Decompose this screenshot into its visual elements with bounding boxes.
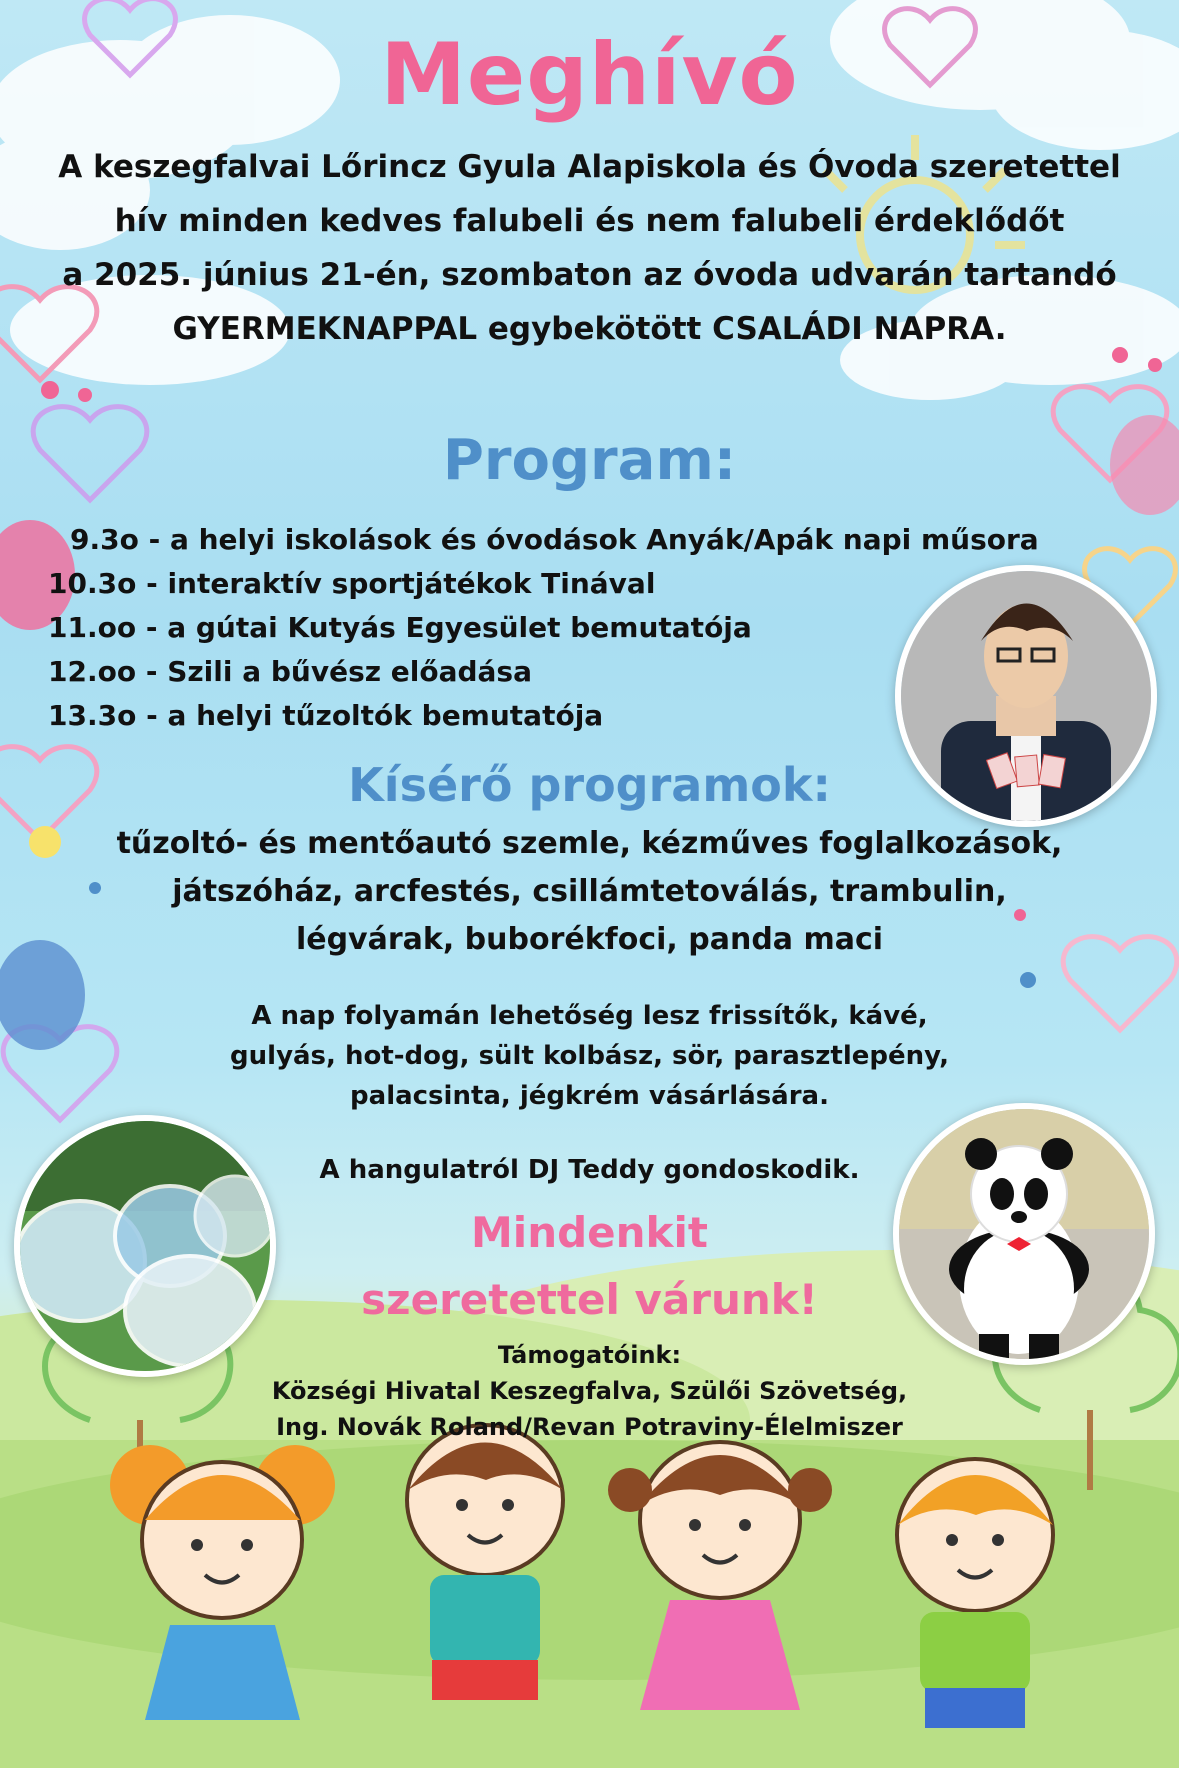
- intro-line: A keszegfalvai Lőrincz Gyula Alapiskola és Óvoda szeretettel: [58, 149, 1121, 185]
- program-text: - a helyi iskolások és óvodások Anyák/Apák napi műsora: [148, 523, 1039, 556]
- program-text: - Szili a bűvész előadása: [145, 655, 532, 688]
- dj-line: A hangulatról DJ Teddy gondoskodik.: [319, 1155, 860, 1185]
- program-item: [48, 562, 1039, 606]
- program-item: [48, 606, 1039, 650]
- program-list: [48, 518, 1039, 738]
- poster-title: Meghívó: [380, 25, 799, 125]
- side-program-line: játszóház, arcfestés, csillámtetoválás, trambulin,: [172, 874, 1007, 909]
- child-boy-green-shirt: [897, 1459, 1053, 1728]
- program-heading: Program:: [442, 428, 737, 493]
- refreshments-line: gulyás, hot-dog, sült kolbász, sör, parasztlepény,: [230, 1041, 949, 1071]
- sponsors-line: Ing. Novák Roland/Revan Potraviny-Élelmiszer: [276, 1413, 903, 1441]
- program-time: 13.3o: [48, 699, 137, 732]
- closing-line: szeretettel várunk!: [361, 1275, 818, 1324]
- side-program-line: légvárak, buborékfoci, panda maci: [295, 922, 884, 957]
- program-time: 11.oo: [48, 611, 137, 644]
- panda-mascot-photo: [893, 1103, 1155, 1365]
- child-girl-blue-dress: [110, 1445, 335, 1720]
- panda-mascot: [899, 1109, 1149, 1359]
- program-item: [48, 650, 1039, 694]
- intro-line: GYERMEKNAPPAL egybekötött CSALÁDI NAPRA.: [172, 311, 1007, 347]
- bubble-football-photo: [14, 1115, 276, 1377]
- program-time: 10.3o: [48, 567, 137, 600]
- child-girl-pink-dress: [608, 1442, 832, 1710]
- program-text: - interaktív sportjátékok Tinával: [146, 567, 656, 600]
- program-time: 9.3o: [70, 523, 139, 556]
- program-text: - a helyi tűzoltók bemutatója: [146, 699, 604, 732]
- sponsors-line: Községi Hivatal Keszegfalva, Szülői Szövetség,: [271, 1377, 908, 1405]
- intro-line: hív minden kedves falubeli és nem falubeli érdeklődőt: [114, 203, 1065, 239]
- child-boy-teal-shirt: [407, 1425, 563, 1700]
- program-time: 12.oo: [48, 655, 137, 688]
- program-text: - a gútai Kutyás Egyesület bemutatója: [145, 611, 752, 644]
- refreshments-line: palacsinta, jégkrém vásárlására.: [350, 1081, 829, 1111]
- magician-figure: [901, 571, 1151, 821]
- sponsors-label: Támogatóink:: [497, 1341, 682, 1369]
- program-item: [48, 518, 1039, 562]
- side-program-line: tűzoltó- és mentőautó szemle, kézműves foglalkozások,: [116, 826, 1063, 861]
- closing-line: Mindenkit: [471, 1208, 708, 1257]
- program-item: [48, 694, 1039, 738]
- refreshments-line: A nap folyamán lehetőség lesz frissítők, kávé,: [251, 1001, 928, 1031]
- bubble-balls: [20, 1121, 270, 1371]
- intro-line: a 2025. június 21-én, szombaton az óvoda udvarán tartandó: [62, 257, 1117, 293]
- magician-photo: [895, 565, 1157, 827]
- side-programs-heading: Kísérő programok:: [348, 758, 831, 812]
